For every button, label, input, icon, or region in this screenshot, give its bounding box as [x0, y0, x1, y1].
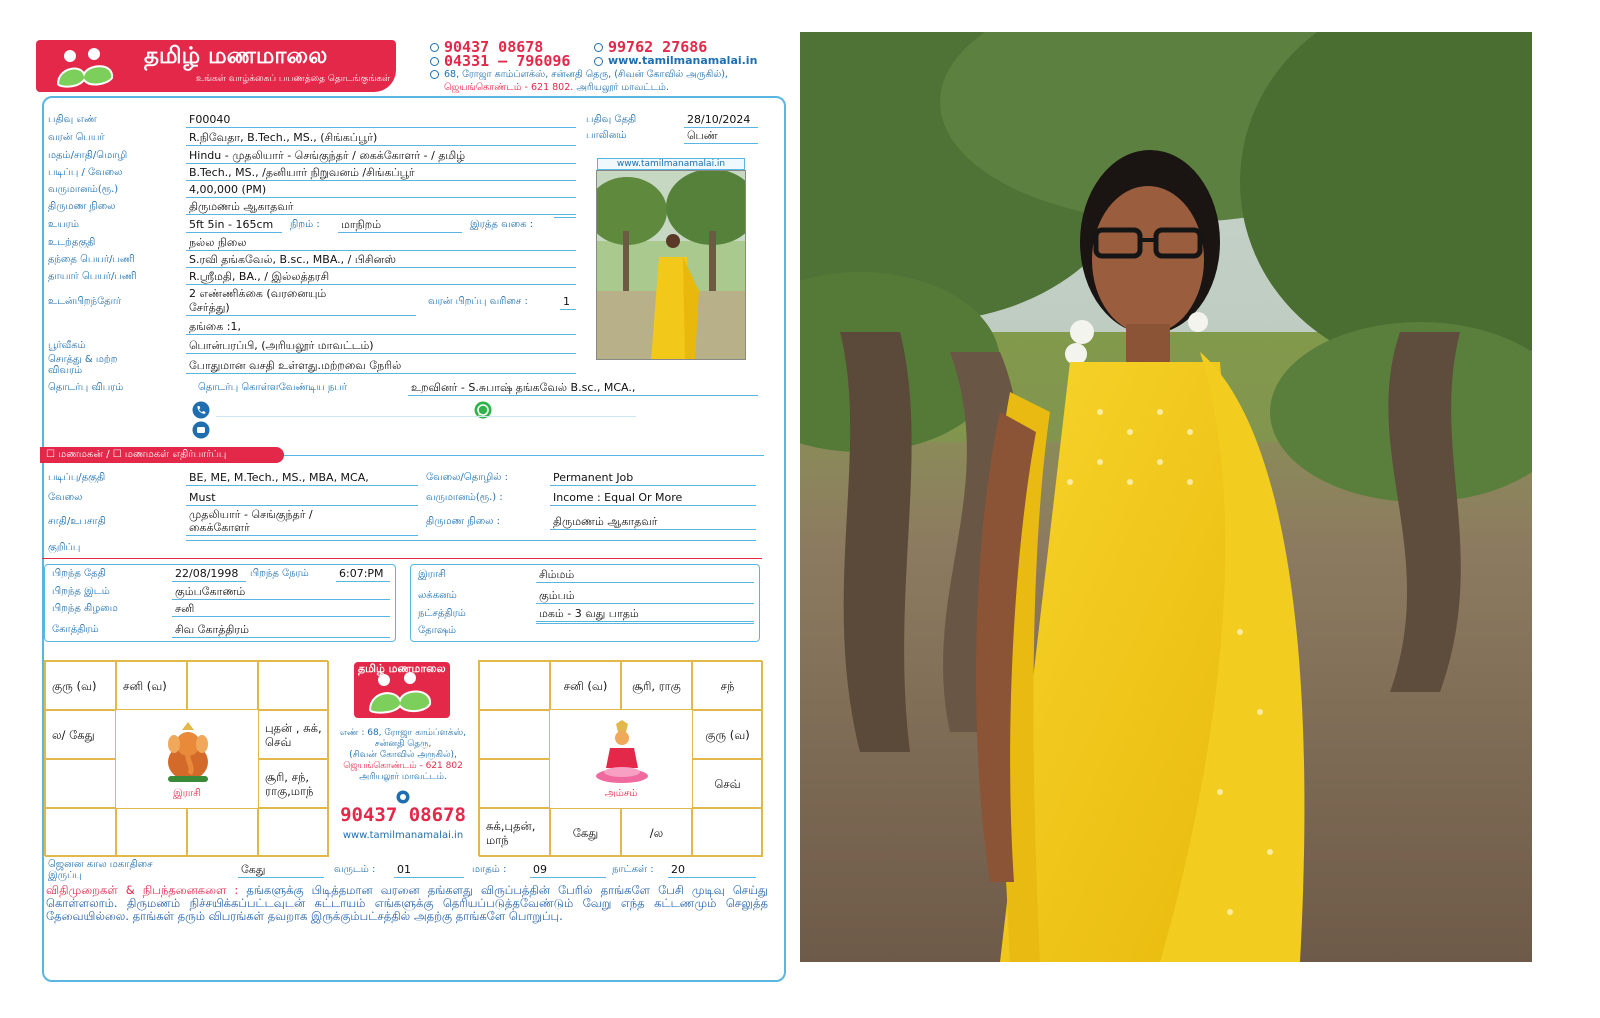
dasa-months-value: 09 [530, 862, 606, 878]
reg-no-value: F00040 [186, 112, 576, 128]
amsam-house-1 [479, 661, 550, 710]
header-website[interactable]: www.tamilmanamalai.in [594, 54, 757, 67]
property-label-line1: சொத்து & மற்ற [48, 354, 118, 365]
rasi-house-16 [258, 808, 329, 857]
income-value: 4,00,000 (PM) [186, 182, 576, 198]
amsam-house-3: சூரி, ராகு [621, 661, 692, 710]
amsam-center [550, 710, 692, 808]
birth-order-value: 1 [560, 294, 576, 310]
biodata-card [34, 34, 788, 988]
exp-marital-value: திருமணம் ஆகாதவர் [550, 514, 756, 530]
gender-value: பெண் [684, 128, 758, 144]
dasa-label-line1: ஜெனன கால மகாதிசை [48, 859, 153, 870]
property-label-line2: விவரம் [48, 365, 83, 376]
marital-label: திருமண நிலை [48, 201, 116, 212]
amsam-house-9 [479, 759, 550, 808]
header-address-1: 68, ரோஜா காம்ப்ளக்ஸ், சன்னதி தெரு, (சிவன் கோவில் அருகில்), [430, 69, 728, 81]
education-label: படிப்பு / வேலை [48, 167, 123, 178]
center-brand-name: தமிழ் மணமாலை [358, 662, 446, 675]
rasi-house-14 [116, 808, 187, 857]
dob-value: 22/08/1998 [172, 566, 246, 582]
phone-2: 99762 27686 [594, 38, 707, 56]
dob-label: பிறந்த தேதி [52, 568, 106, 579]
dasa-label-line2: இருப்பு [48, 870, 82, 881]
rasi-house-2: சனி (வ) [116, 661, 187, 710]
brand-title: தமிழ் மணமாலை [144, 42, 328, 69]
birth-day-value: சனி [172, 601, 390, 617]
reg-date-value: 28/10/2024 [684, 112, 758, 128]
expectation-band: ☐ மணமகன் / ☐ மணமகள் எதிர்பார்ப்பு [40, 447, 284, 463]
education-value: B.Tech., MS., /தனியார் நிறுவனம் /சிங்கப்பூர் [186, 165, 576, 181]
birth-place-value: கும்பகோணம் [172, 584, 390, 600]
rasi-house-12: சூரி, சந், ராகு,மாந் [258, 759, 329, 808]
exp-note-value [186, 540, 756, 541]
amsam-house-5 [479, 710, 550, 759]
name-value: R.நிவேதா, B.Tech., MS., (சிங்கப்பூர்) [186, 130, 576, 146]
rasi-house-15 [187, 808, 258, 857]
dosham-label: தோஷம் [418, 625, 457, 636]
dasa-months-label: மாதம் : [472, 864, 507, 875]
center-panel [330, 660, 476, 856]
property-value: போதுமான வசதி உள்ளது.மற்றவை நேரில் [186, 358, 576, 374]
amsam-house-8: குரு (வ) [692, 710, 763, 759]
exp-job-label: வேலை [48, 492, 83, 503]
phone-icon [430, 57, 439, 66]
height-value: 5ft 5in - 165cm [186, 217, 282, 233]
birth-time-label: பிறந்த நேரம் [250, 568, 309, 579]
mother-value: R.ஸ்ரீமதி, BA., / இல்லத்தரசி [186, 269, 576, 285]
rasi-value: சிம்மம் [536, 567, 754, 583]
siblings-detail-value: தங்கை :1, [186, 319, 576, 335]
inset-website-label: www.tamilmanamalai.in [597, 158, 745, 170]
birth-day-label: பிறந்த கிழமை [52, 603, 118, 614]
father-label: தந்தை பெயர்/பணி [48, 254, 135, 265]
amsam-house-4: சந் [692, 661, 763, 710]
exp-caste-value-line2: கைக்கோளர் [186, 520, 418, 536]
terms-body: தங்களுக்கு பிடித்தமான வரனை தங்களது விருப்பத்தின் பேரில் தாங்களே பேசி முடிவு செய்து கொள்ளலாம். திருமணம் நிச்சயிக்கப்பட்டவுடன் கட்டாயம் எங்களுக்கு தெரியப்படுத்தவேண்டும் வேறு எந்த கட்டணமும் செலுத்த தேவையில்லை. தாங்கள் தரும் விபரங்கள் தவறாக இருக்கும்பட்சத்தில் அதற்கு தாங்களே பொறுப்பு. [46, 883, 768, 923]
center-address: எண் : 68, ரோஜா காம்ப்ளக்ஸ், சன்னதி தெரு, (சிவன் கோவில் அருகில்), ஜெயங்கொண்டம் - 621 802 அரியலூர் மாவட்டம். [339, 728, 467, 782]
star-label: நட்சத்திரம் [418, 608, 466, 619]
lakshmi-icon [592, 720, 652, 786]
rasi-center [116, 710, 258, 808]
rasi-house-4 [258, 661, 329, 710]
reg-date-label: பதிவு தேதி [586, 114, 637, 125]
phone-icon [430, 43, 439, 52]
phone-icon [396, 790, 410, 804]
father-value: S.ரவி தங்கவேல், B.sc., MBA., / பிசினஸ் [186, 252, 576, 268]
star-value: மகம் - 3 வது பாதம் [536, 606, 754, 622]
mother-label: தாயார் பெயர்/பணி [48, 271, 137, 282]
dasa-days-value: 20 [668, 862, 756, 878]
exp-income-value: Income : Equal Or More [550, 490, 756, 506]
dasa-years-value: 01 [394, 862, 464, 878]
health-value: நல்ல நிலை [186, 235, 576, 251]
income-label: வருமானம்(ரூ.) [48, 184, 119, 195]
siblings-value-line2: சேர்த்து) [186, 300, 416, 316]
amsam-chart-title: அம்சம் [604, 788, 638, 799]
rasi-house-5: ல/ கேது [45, 710, 116, 759]
contact-label: தொடர்பு விபரம் [48, 382, 124, 393]
section-divider [42, 558, 762, 559]
height-label: உயரம் [48, 219, 79, 230]
globe-icon [594, 57, 603, 66]
terms-heading: விதிமுறைகள் & நிபந்தனைகளை : [46, 883, 239, 897]
exp-caste-label: சாதி/உபசாதி [48, 516, 106, 527]
amsam-house-12: செவ் [692, 759, 763, 808]
exp-job-type-value: Permanent Job [550, 470, 756, 486]
lagnam-label: லக்கனம் [418, 590, 457, 601]
exp-marital-label: திருமண நிலை : [426, 516, 501, 527]
header-address-2: ஜெயங்கொண்டம் - 621 802. அரியலூர் மாவட்டம். [444, 82, 669, 93]
exp-education-value: BE, ME, M.Tech., MS., MBA, MCA, [186, 470, 418, 486]
amsam-chart [478, 660, 762, 856]
brand-emblem-icon [50, 44, 122, 88]
brand-logo-banner [36, 40, 396, 92]
phone-icon [594, 43, 603, 52]
gothram-label: கோத்திரம் [52, 624, 99, 635]
name-label: வரன் பெயர் [48, 132, 105, 143]
rasi-chart-title: இராசி [173, 788, 201, 799]
rasi-chart [44, 660, 328, 856]
exp-job-value: Must [186, 490, 418, 506]
profile-photo-thumbnail[interactable] [596, 170, 746, 360]
gender-label: பாலினம் [586, 130, 627, 141]
phone-3: 04331 – 796096 [430, 52, 570, 70]
siblings-label: உடன்பிறந்தோர் [48, 296, 122, 307]
center-logo [354, 662, 450, 718]
religion-label: மதம்/சாதி/மொழி [48, 150, 128, 161]
amsam-house-14: கேது [550, 808, 621, 857]
dasa-planet-value: கேது [238, 862, 324, 878]
center-phone[interactable]: 90437 08678 [340, 804, 466, 826]
gothram-value: சிவ கோத்திரம் [172, 622, 390, 638]
center-website[interactable]: www.tamilmanamalai.in [342, 830, 464, 841]
exp-job-type-label: வேலை/தொழில் : [426, 472, 509, 483]
birth-place-label: பிறந்த இடம் [52, 586, 110, 597]
contact-divider [216, 416, 636, 417]
dosham-value [536, 623, 754, 624]
amsam-house-13: சுக்,புதன், மாந் [479, 808, 550, 857]
birth-time-value: 6:07:PM [336, 566, 390, 582]
phone-call-icon[interactable] [192, 401, 210, 419]
mobile-phone-icon[interactable] [192, 421, 210, 439]
exp-income-label: வருமானம்(ரூ.) : [426, 492, 503, 503]
amsam-house-16 [692, 808, 763, 857]
rasi-house-9 [45, 759, 116, 808]
siblings-value-line1: 2 எண்ணிக்கை (வரனையும் [189, 287, 327, 300]
ganesha-icon [160, 722, 216, 784]
religion-value: Hindu - முதலியார் - செங்குந்தர் / கைக்கோளர் - / தமிழ் [186, 148, 576, 164]
exp-education-label: படிப்பு/தகுதி [48, 472, 106, 483]
rasi-house-3 [187, 661, 258, 710]
terms-and-conditions [46, 884, 768, 923]
birth-order-label: வரன் பிறப்பு வரிசை : [428, 296, 528, 307]
profile-portrait-photo[interactable] [800, 32, 1532, 962]
exp-note-label: குறிப்பு [48, 542, 81, 553]
rasi-house-1: குரு (வ) [45, 661, 116, 710]
contact-person-label: தொடர்பு கொள்ளவேண்டிய நபர் [198, 382, 347, 393]
reg-no-label: பதிவு எண் [48, 114, 97, 125]
phone-1: 90437 08678 [430, 38, 543, 56]
contact-person-value: உறவினர் - S.சுபாஷ் தங்கவேல் B.sc., MCA., [408, 380, 758, 396]
dasa-days-label: நாட்கள் : [612, 864, 654, 875]
amsam-house-15: /ல [621, 808, 692, 857]
complexion-label: நிறம் : [290, 219, 320, 230]
native-label: பூர்வீகம் [48, 340, 86, 351]
blood-group-value [554, 217, 576, 218]
exp-caste-value-line1: முதலியார் - செங்குந்தர் / [189, 508, 313, 521]
native-value: பொன்பரப்பி, (அரியலூர் மாவட்டம்) [186, 338, 576, 354]
lagnam-value: கும்பம் [536, 588, 754, 604]
brand-tagline: உங்கள் வாழ்க்கைப் பயணத்தை தொடங்குங்கள் [196, 74, 391, 84]
rasi-house-8: புதன் , சுக், செவ் [258, 710, 329, 759]
blood-group-label: இரத்த வகை : [470, 219, 534, 230]
health-label: உடற்தகுதி [48, 237, 96, 248]
dasa-years-label: வருடம் : [334, 864, 376, 875]
complexion-value: மாநிறம் [338, 217, 462, 233]
amsam-house-2: சனி (வ) [550, 661, 621, 710]
location-icon [430, 70, 439, 79]
rasi-house-13 [45, 808, 116, 857]
marital-value: திருமணம் ஆகாதவர் [186, 199, 576, 215]
rasi-label: இராசி [418, 569, 446, 580]
